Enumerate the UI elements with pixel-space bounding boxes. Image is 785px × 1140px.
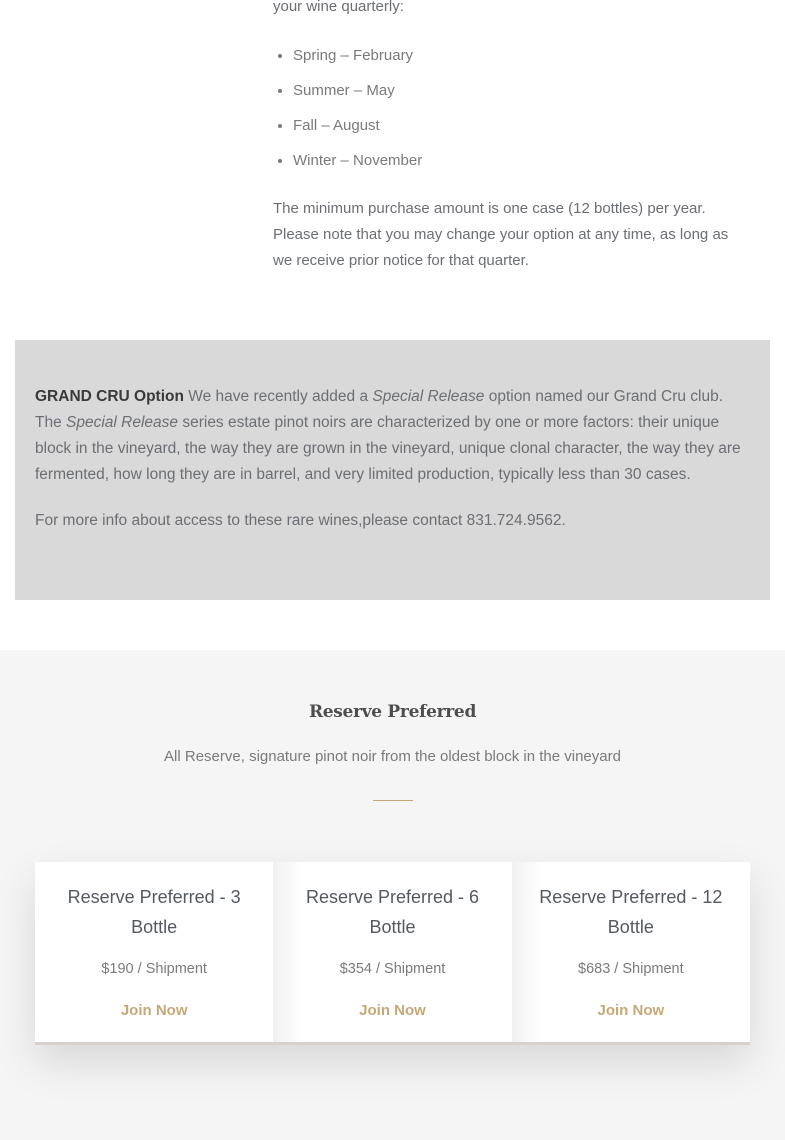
- description-text: series estate pinot noirs are characterized by one or more factors: their unique block in the vineyard, the way they are grown in the vineyard, unique clonal character, the way they are fermented, how long they are in barrel, and very limited production, typically less than 30 cases.: [35, 414, 741, 483]
- card-price: $190 / Shipment: [101, 961, 207, 977]
- card-title: Reserve Preferred - 3 Bottle: [67, 887, 241, 937]
- card-price: $683 / Shipment: [578, 961, 684, 977]
- list-item: • Winter – November: [293, 151, 693, 186]
- pricing-card-6-bottle: [273, 862, 511, 1042]
- list-item: • Summer – May: [293, 81, 693, 116]
- join-now-button[interactable]: Join Now: [120, 1002, 188, 1019]
- section-title: Reserve Preferred: [308, 702, 477, 722]
- special-release-emphasis: Special Release: [372, 388, 485, 405]
- grand-cru-description: [35, 384, 750, 488]
- schedule-intro: your wine quarterly:: [273, 0, 404, 15]
- pricing-card-12-bottle: [512, 862, 750, 1042]
- card-title: Reserve Preferred - 6 Bottle: [305, 887, 480, 937]
- grand-cru-heading: GRAND CRU Option: [35, 388, 184, 405]
- contact-info: For more info about access to these rare wines,please contact 831.724.9562.: [35, 512, 566, 529]
- join-now-button[interactable]: Join Now: [359, 1002, 426, 1019]
- card-price: $354 / Shipment: [339, 961, 446, 977]
- pricing-card-3-bottle: [35, 862, 273, 1042]
- join-now-button[interactable]: Join Now: [597, 1002, 665, 1019]
- pricing-cards: [35, 862, 750, 1045]
- card-title: Reserve Preferred - 12 Bottle: [539, 887, 723, 937]
- description-text: We have recently added a: [183, 388, 373, 405]
- grand-cru-panel: [15, 340, 770, 600]
- list-item: • Fall – August: [293, 116, 693, 151]
- description-text: option named our Grand Cru club. The: [35, 388, 724, 431]
- special-release-emphasis: Special Release: [66, 414, 179, 431]
- gold-divider: [373, 800, 413, 801]
- list-item: • Spring – February: [293, 46, 693, 81]
- season-list: [273, 46, 693, 186]
- minimum-purchase-note: The minimum purchase amount is one case (12 bottles) per year. Please note that you may change your option at any time, as long as we receive prior notice for that quarter.: [273, 200, 729, 269]
- reserve-preferred-section: [0, 650, 785, 1140]
- section-subtitle: All Reserve, signature pinot noir from the oldest block in the vineyard: [164, 748, 621, 765]
